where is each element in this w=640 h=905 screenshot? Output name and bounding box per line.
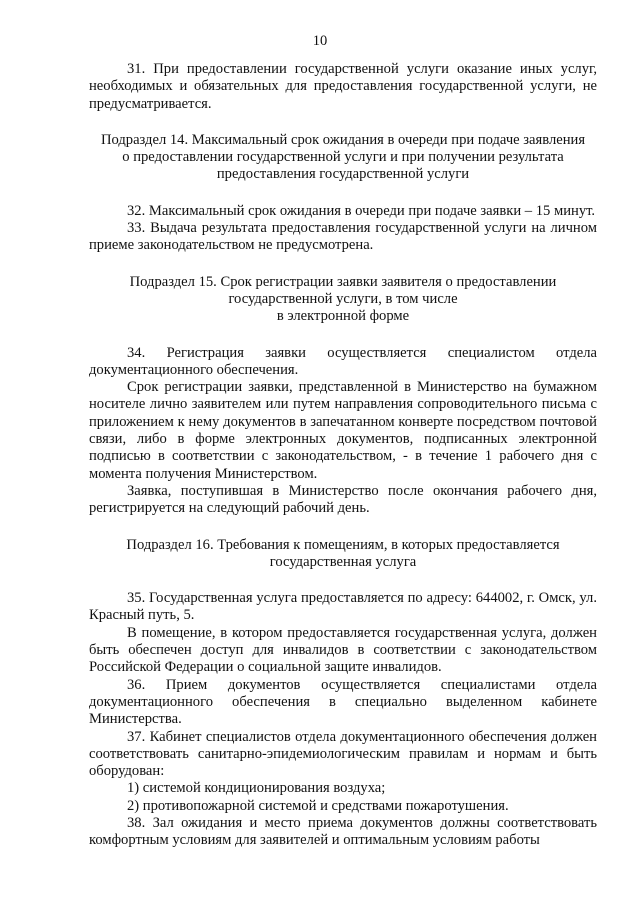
paragraph: Заявка, поступившая в Министерство после окончания рабочего дня, регистрируется на следующий рабочий день. [89,482,597,517]
paragraph: 1) системой кондиционирования воздуха; [127,780,386,797]
subsection-heading-line: в электронной форме [276,308,410,325]
document-body [89,61,597,850]
paragraph: 32. Максимальный срок ожидания в очереди при подаче заявки – 15 минут. [127,202,596,219]
paragraph: В помещение, в котором предоставляется государственная услуга, должен быть обеспечен доступ для инвалидов в соответствии с законодательством Российской Федерации о социальной защите инвалидов. [89,624,597,676]
paragraph: 35. Государственная услуга предоставляется по адресу: 644002, г. Омск, ул. Красный путь, 5. [89,590,597,624]
paragraph: 31. При предоставлении государственной услуги оказание иных услуг, необходимых и обязательных для предоставления государственной услуги, не предусматривается. [89,61,597,112]
subsection-heading [89,274,597,326]
paragraph: 34. Регистрация заявки осуществляется специалистом отдела документационного обеспечения. [89,344,597,378]
subsection-heading-line: предоставления государственной услуги [216,166,470,183]
subsection-heading-line: Подраздел 15. Срок регистрации заявки заявителя о предоставлении [129,273,557,290]
subsection-heading [89,132,597,184]
subsection-heading-line: государственной услуги, в том числе [228,290,458,307]
paragraph: 33. Выдача результата предоставления государственной услуги на личном приеме законодательством не предусмотрена. [89,220,597,254]
section-spacer [89,571,597,590]
paragraph: 38. Зал ожидания и место приема документов должны соответствовать комфортным условиям для заявителей и оптимальным условиям работы [89,814,597,849]
section-spacer [89,184,597,203]
paragraph: 36. Прием документов осуществляется специалистами отдела документационного обеспечения в специально выделенном кабинете Министерства. [89,676,597,728]
subsection-heading-line: Подраздел 16. Требования к помещениям, в которых предоставляется [126,536,560,553]
section-spacer [89,255,597,274]
subsection-heading-line: Подраздел 14. Максимальный срок ожидания в очереди при подаче заявления [100,131,586,148]
section-spacer [89,113,597,132]
subsection-heading-line: о предоставлении государственной услуги и при получении результата [122,149,564,166]
page-number: 10 [312,33,328,49]
paragraph: Срок регистрации заявки, представленной в Министерство на бумажном носителе лично заявителем или путем направления сопроводительного письма с приложением к нему документов в запечатанном конверте посредством почтовой связи, либо в форме электронных документов, подписанных электронной подписью в соответствии с законодательством, - в течение 1 рабочего дня с момента получения Министерством. [89,379,597,482]
subsection-heading-line: государственная услуга [269,553,417,570]
section-spacer [89,326,597,345]
paragraph: 2) противопожарной системой и средствами пожаротушения. [127,797,509,814]
paragraph: 37. Кабинет специалистов отдела документационного обеспечения должен соответствовать санитарно-эпидемиологическим правилам и нормам и быть оборудован: [89,728,597,780]
section-spacer [89,518,597,537]
subsection-heading [89,537,597,572]
